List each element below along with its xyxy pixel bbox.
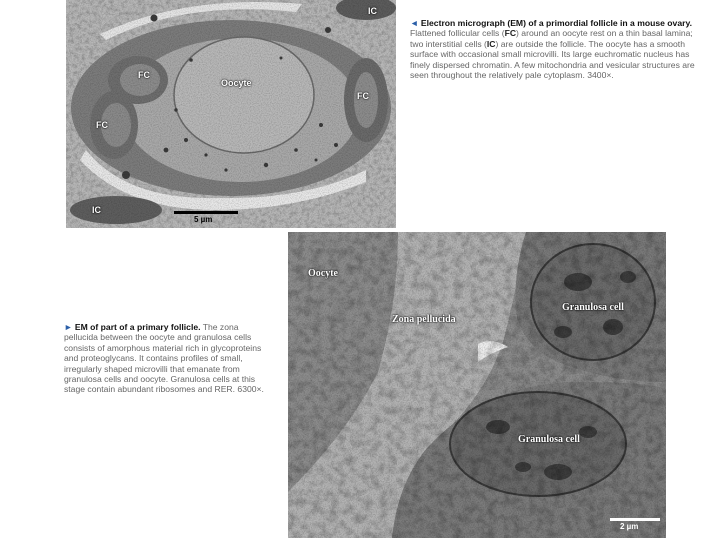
label-oocyte: Oocyte [221, 78, 252, 88]
caption-fc-abbrev: FC [504, 28, 517, 39]
label-oocyte: Oocyte [308, 268, 338, 279]
caption-body: The zona pellucida between the oocyte and granulosa cells consists of amorphous material rich in glycoproteins and proteoglycans. It contains profiles of small, irregularly shaped microvilli that emanate from granulosa cells and oocyte. Granulosa cells at this stage contain abundant ribosomes and RER. 6300×. [64, 322, 264, 395]
label-granulosa-cell-top: Granulosa cell [562, 302, 624, 313]
label-fc-left-top: FC [138, 70, 150, 80]
micrograph-image [66, 0, 396, 228]
primordial-follicle-micrograph [66, 0, 396, 228]
label-ic-bottom: IC [92, 205, 101, 215]
primary-follicle-micrograph [288, 232, 666, 538]
scale-bar-label: 5 µm [194, 215, 213, 224]
label-fc-left-bottom: FC [96, 120, 108, 130]
scale-bar-label: 2 µm [620, 522, 639, 531]
caption-primary-follicle [64, 322, 270, 395]
label-fc-right: FC [357, 91, 369, 101]
caption-arrow-left-icon: ◄ [410, 18, 419, 28]
caption-ic-abbrev: IC [486, 38, 496, 49]
caption-title: Electron micrograph (EM) of a primordial follicle in a mouse ovary. [420, 18, 692, 28]
caption-primordial-follicle [410, 18, 700, 80]
caption-text-1: Flattened follicular cells ( [410, 28, 505, 39]
label-zona-pellucida: Zona pellucida [392, 314, 456, 325]
caption-arrow-right-icon: ► [64, 322, 73, 332]
caption-text-3: ) are outside the follicle. The oocyte has a smooth surface with occasional small microvilli. Its large euchromatic nucleus has finely dispersed chromatin. A few mitochondria and vesicular structures are seen throughout the relatively pale cytoplasm. 3400×. [410, 38, 695, 81]
label-granulosa-cell-bottom: Granulosa cell [518, 434, 580, 445]
caption-title: EM of part of a primary follicle. [74, 322, 201, 332]
scale-bar [610, 518, 660, 521]
label-ic-top: IC [368, 6, 377, 16]
scale-bar [174, 211, 238, 214]
caption-text-2: ) around an oocyte rest on a thin basal lamina; two interstitial cells ( [410, 28, 693, 49]
micrograph-image [288, 232, 666, 538]
